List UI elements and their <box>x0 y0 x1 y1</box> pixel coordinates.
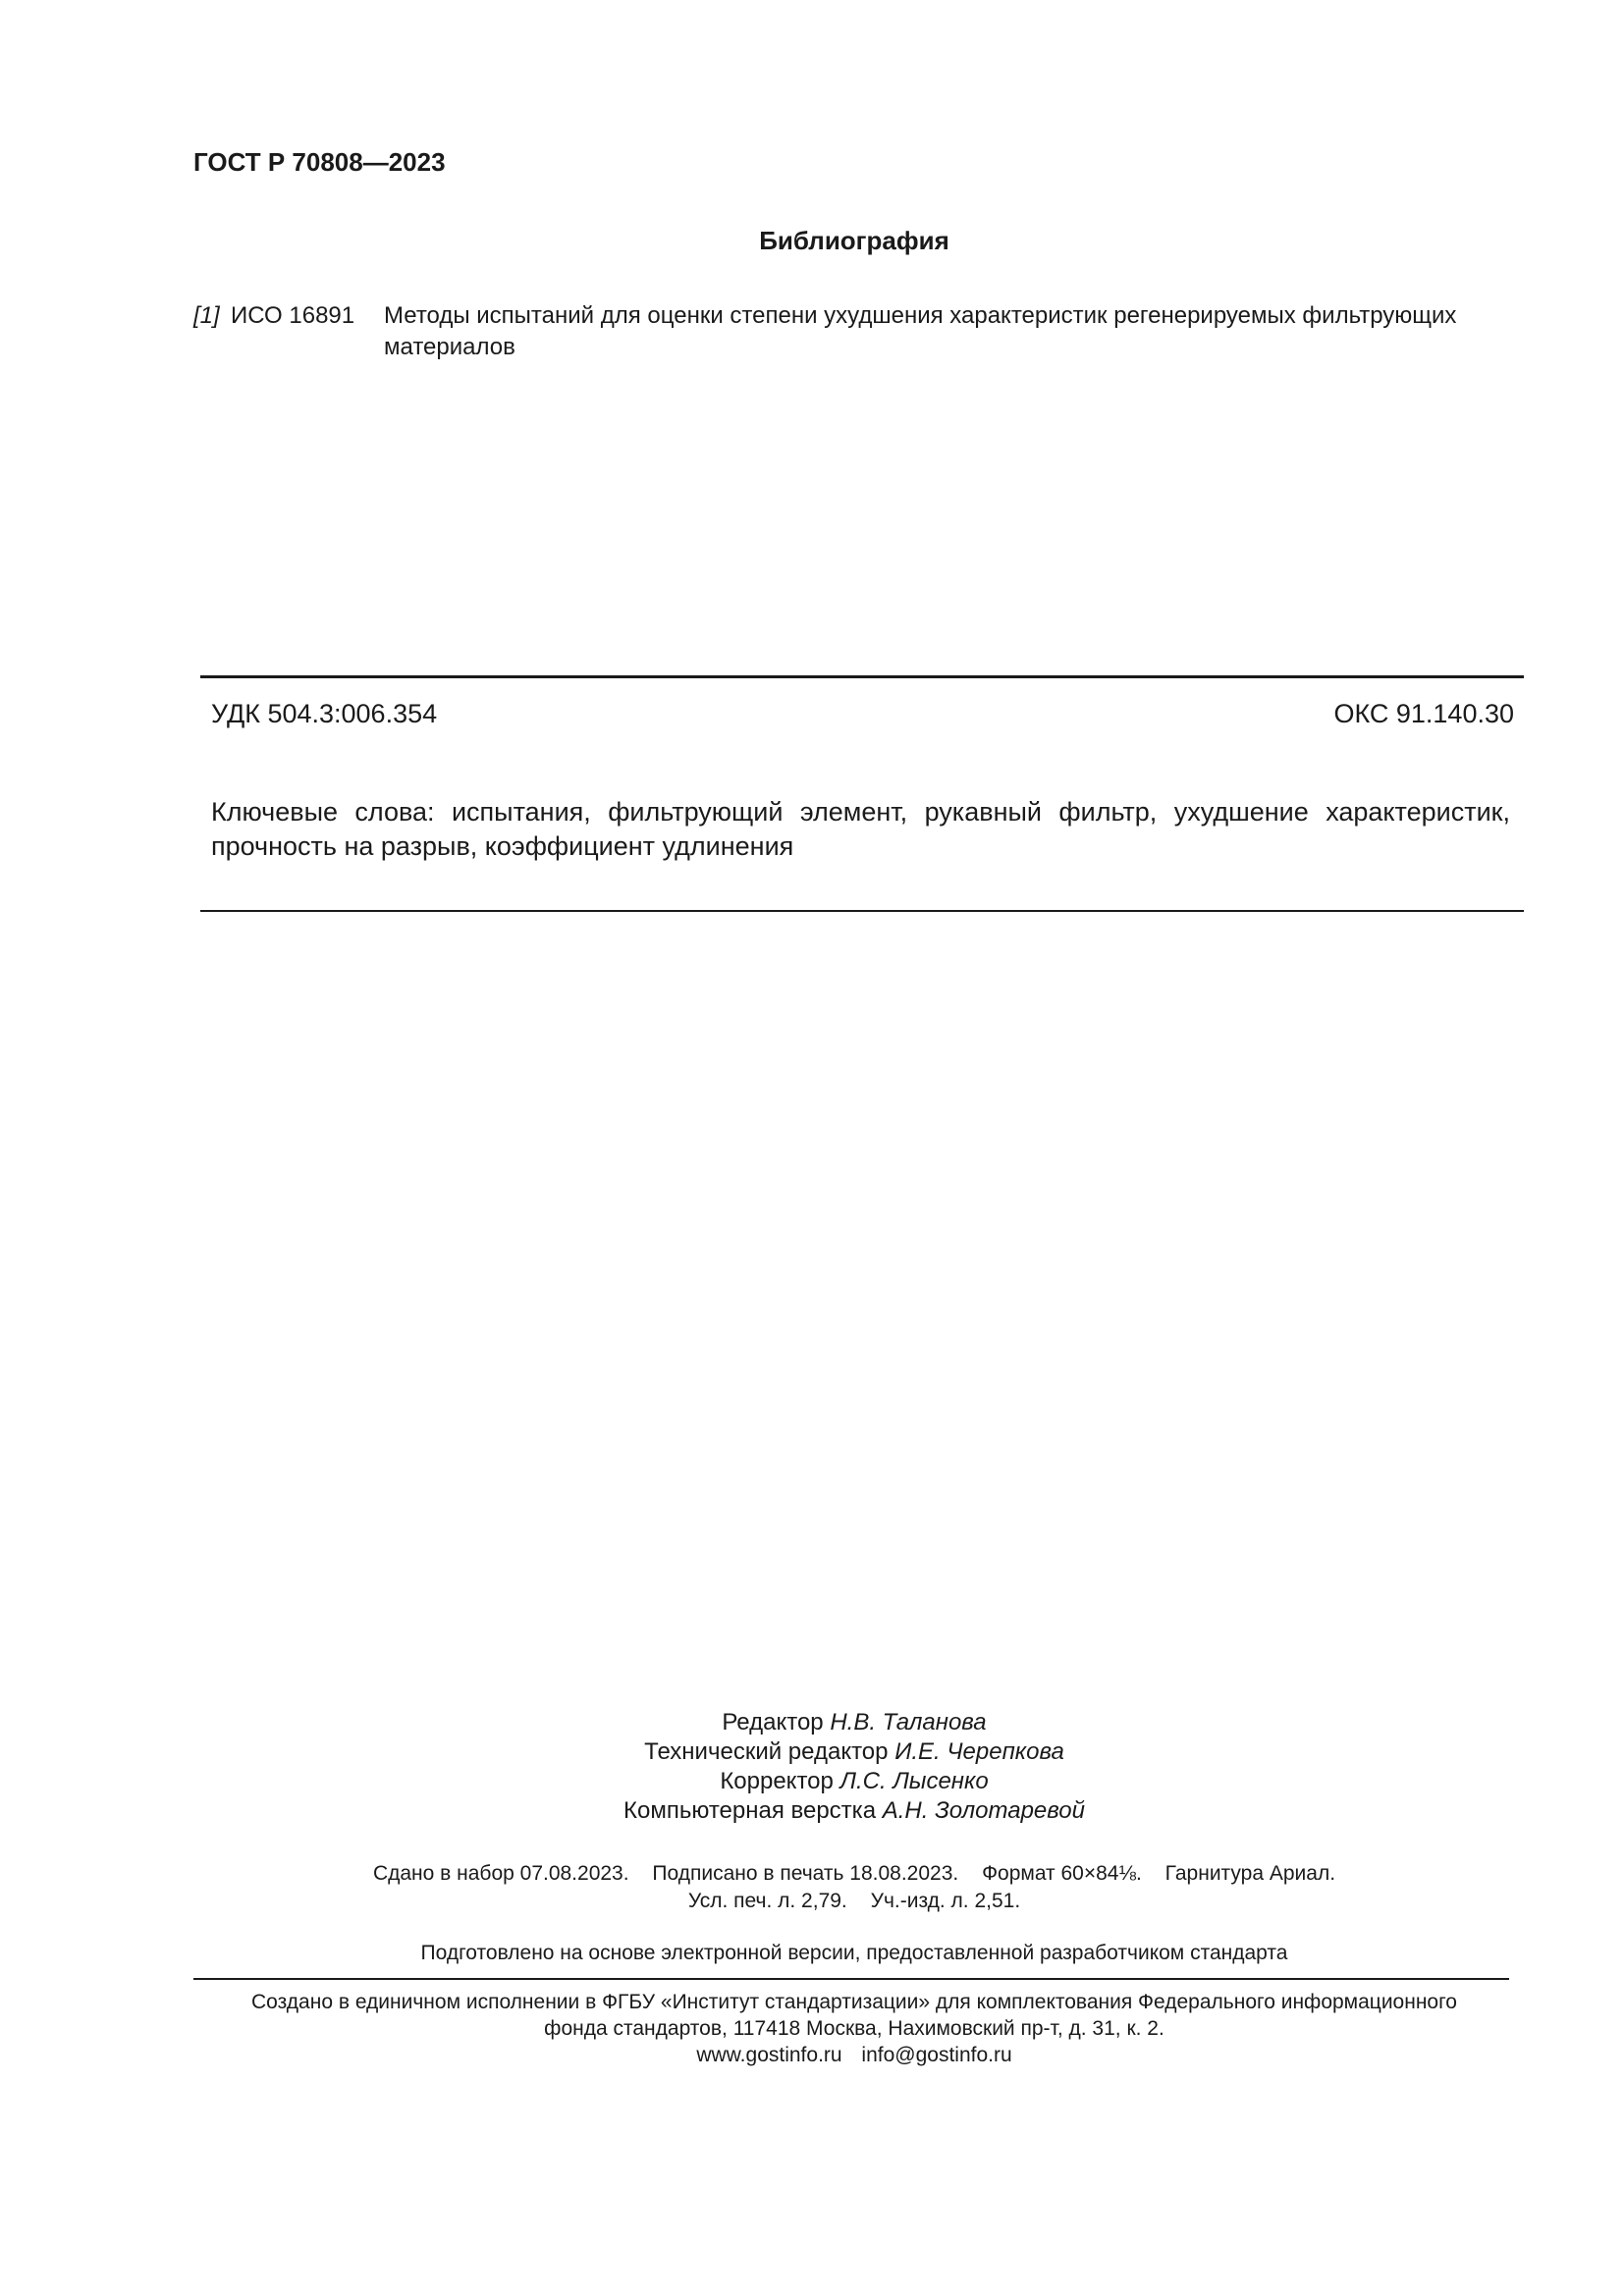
submitted-date: Сдано в набор 07.08.2023. <box>372 1862 629 1885</box>
print-info-line-1 <box>0 1860 1624 1888</box>
print-info-line-2 <box>0 1888 1624 1915</box>
document-code: ГОСТ Р 70808—2023 <box>193 147 446 177</box>
signed-date: Подписано в печать 18.08.2023. <box>652 1862 959 1885</box>
created-note <box>0 1989 1624 2068</box>
credit-role: Корректор <box>720 1768 834 1794</box>
divider-top <box>200 675 1524 678</box>
credit-name: Н.В. Таланова <box>830 1709 987 1735</box>
credit-role: Редактор <box>722 1709 824 1735</box>
credit-name: И.Е. Черепкова <box>894 1738 1064 1765</box>
credits-block <box>0 1708 1624 1826</box>
credit-layout <box>0 1796 1624 1826</box>
keywords: Ключевые слова: испытания, фильтрующий элемент, рукавный фильтр, ухудшение характеристик, прочность на разрыв, коэффициент удлинения <box>211 797 1510 861</box>
paper-format: Формат 60×84⅛. <box>982 1862 1142 1885</box>
divider-keywords <box>200 910 1524 912</box>
contact-links <box>0 2042 1624 2068</box>
divider-footer <box>193 1978 1509 1980</box>
bibliography-title: Библиография <box>759 226 949 255</box>
email-link[interactable]: info@gostinfo.ru <box>861 2044 1012 2066</box>
prepared-note: Подготовлено на основе электронной версии, предоставленной разработчиком стандарта <box>420 1942 1288 1964</box>
credit-role: Технический редактор <box>644 1738 889 1765</box>
print-sheets: Усл. печ. л. 2,79. <box>687 1890 847 1912</box>
credit-name: А.Н. Золотаревой <box>882 1797 1085 1824</box>
bibliography-ref-number: [1] <box>193 302 220 329</box>
print-info <box>0 1860 1624 1915</box>
bibliography-standard: ИСО 16891 <box>231 302 355 329</box>
typeface: Гарнитура Ариал. <box>1164 1862 1336 1885</box>
credit-tech-editor <box>0 1737 1624 1767</box>
website-link[interactable]: www.gostinfo.ru <box>696 2044 842 2066</box>
credit-name: Л.С. Лысенко <box>839 1768 989 1794</box>
publisher-sheets: Уч.-изд. л. 2,51. <box>870 1890 1021 1912</box>
bibliography-text: Методы испытаний для оценки степени ухудшения характеристик регенерируемых фильтрующих материалов <box>384 302 1457 360</box>
credit-role: Компьютерная верстка <box>623 1797 877 1824</box>
oks-code: ОКС 91.140.30 <box>1333 699 1514 728</box>
created-line-2: фонда стандартов, 117418 Москва, Нахимовский пр-т, д. 31, к. 2. <box>544 2017 1164 2040</box>
credit-editor <box>0 1708 1624 1737</box>
created-line-1: Создано в единичном исполнении в ФГБУ «Институт стандартизации» для комплектования Федерального информационного <box>251 1991 1457 2013</box>
udk-code: УДК 504.3:006.354 <box>211 699 438 728</box>
bibliography-entry <box>193 300 1519 363</box>
credit-proofreader <box>0 1767 1624 1796</box>
